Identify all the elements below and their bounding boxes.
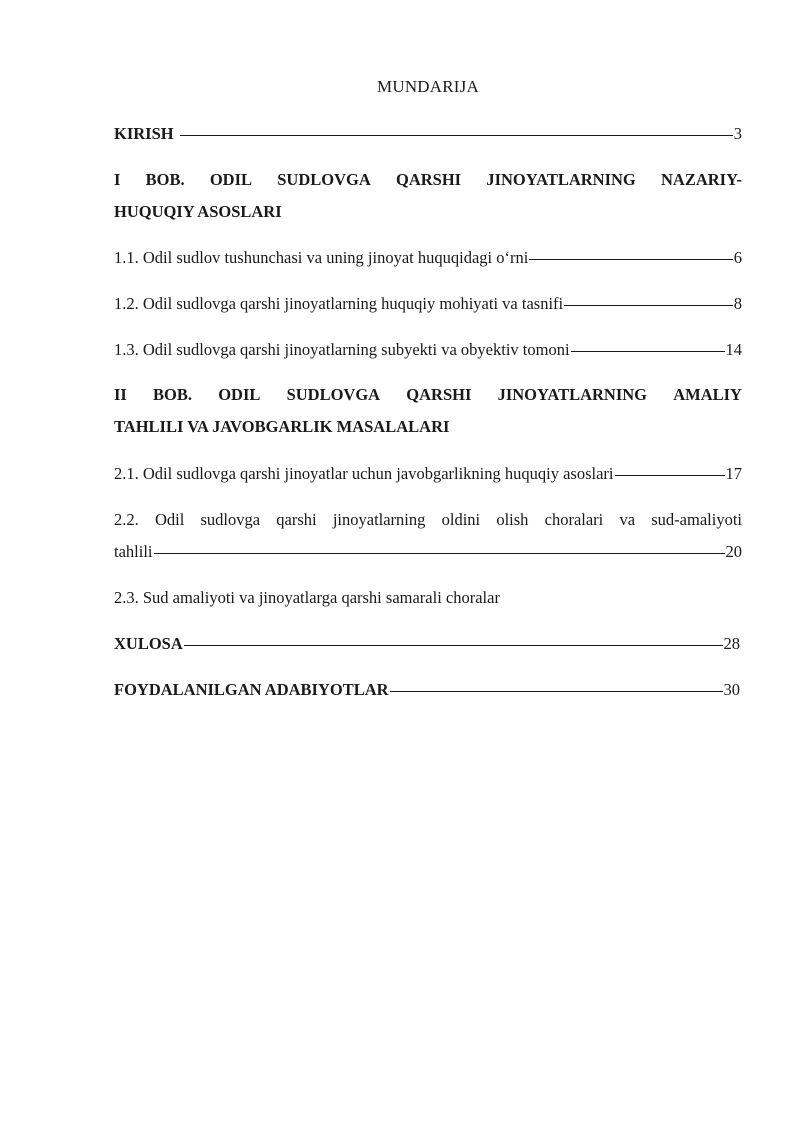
toc-page-number: 20 — [725, 542, 742, 561]
chapter-2-line-2: TAHLILI VA JAVOBGARLIK MASALALARI — [114, 417, 450, 436]
toc-entry-label: XULOSA — [114, 634, 183, 653]
chapter-word: I — [114, 170, 121, 189]
toc-page-number: 6 — [733, 248, 742, 267]
chapter-word: QARSHI — [395, 170, 462, 189]
toc-entry-xulosa[interactable] — [114, 628, 742, 660]
toc-entry-label: 1.2. Odil sudlovga qarshi jinoyatlarning huquqiy mohiyati va tasnifi — [114, 294, 564, 313]
dot-leader — [184, 645, 723, 646]
entry-word: oldini — [441, 510, 481, 529]
toc-page-number: 14 — [725, 340, 742, 359]
chapter-word: II — [114, 385, 127, 404]
toc-entry-label: 2.3. Sud amaliyoti va jinoyatlarga qarshi samarali choralar — [114, 588, 500, 607]
entry-word: jinoyatlarning — [332, 510, 426, 529]
toc-page-number: 3 — [733, 124, 742, 143]
toc-chapter-2[interactable] — [114, 379, 742, 443]
entry-word: qarshi — [276, 510, 317, 529]
toc-page-number: 8 — [733, 294, 742, 313]
toc-entry-kirish[interactable] — [114, 118, 742, 150]
chapter-1-line-1 — [114, 164, 742, 196]
toc-entry-label: 1.3. Odil sudlovga qarshi jinoyatlarning subyekti va obyektiv tomoni — [114, 340, 570, 359]
toc-page-number: 28 — [723, 634, 740, 653]
chapter-word: SUDLOVGA — [286, 385, 381, 404]
toc-entry-1-1[interactable] — [114, 242, 742, 274]
toc-entry-label: tahlili — [114, 542, 153, 561]
toc-entry-label: 1.1. Odil sudlov tushunchasi va uning jinoyat huquqidagi o‘rni — [114, 248, 529, 267]
dot-leader — [571, 351, 725, 352]
chapter-word: SUDLOVGA — [277, 170, 371, 189]
entry-word: sud-amaliyoti — [651, 510, 742, 529]
chapter-word: QARSHI — [406, 385, 472, 404]
toc-entry-label: FOYDALANILGAN ADABIYOTLAR — [114, 680, 389, 699]
toc-entry-2-3[interactable] — [114, 582, 742, 614]
dot-leader — [564, 305, 733, 306]
dot-leader — [615, 475, 725, 476]
toc-page-number: 30 — [723, 680, 740, 699]
toc-entry-2-1[interactable] — [114, 458, 742, 490]
chapter-1-line-2: HUQUQIY ASOSLARI — [114, 202, 282, 221]
dot-leader — [154, 553, 725, 554]
dot-leader — [529, 259, 732, 260]
toc-entry-adabiyotlar[interactable] — [114, 674, 742, 706]
entry-word: olish — [496, 510, 529, 529]
entry-2-2-line-2 — [114, 536, 742, 568]
toc-entry-label: 2.1. Odil sudlovga qarshi jinoyatlar uchun javobgarlikning huquqiy asoslari — [114, 464, 614, 483]
toc-title: MUNDARIJA — [377, 77, 479, 96]
chapter-word: AMALIY — [673, 385, 742, 404]
entry-word: sudlovga — [200, 510, 261, 529]
toc-entry-2-2[interactable] — [114, 504, 742, 568]
dot-leader — [180, 135, 733, 136]
chapter-word: ODIL — [218, 385, 261, 404]
chapter-word: BOB. — [153, 385, 193, 404]
entry-word: Odil — [154, 510, 185, 529]
toc-entry-1-2[interactable] — [114, 288, 742, 320]
chapter-word: ODIL — [209, 170, 253, 189]
toc-entry-1-3[interactable] — [114, 334, 742, 366]
chapter-word: NAZARIY- — [660, 170, 742, 189]
entry-word: va — [619, 510, 636, 529]
entry-word: 2.2. — [114, 510, 139, 529]
entry-2-2-line-1 — [114, 504, 742, 536]
toc-page-number: 17 — [725, 464, 742, 483]
toc-chapter-1[interactable] — [114, 164, 742, 228]
toc-entry-label: KIRISH — [114, 124, 174, 143]
chapter-2-line-1 — [114, 379, 742, 411]
dot-leader — [390, 691, 723, 692]
chapter-word: JINOYATLARNING — [486, 170, 636, 189]
entry-word: choralari — [544, 510, 604, 529]
chapter-word: JINOYATLARNING — [497, 385, 648, 404]
chapter-word: BOB. — [145, 170, 185, 189]
